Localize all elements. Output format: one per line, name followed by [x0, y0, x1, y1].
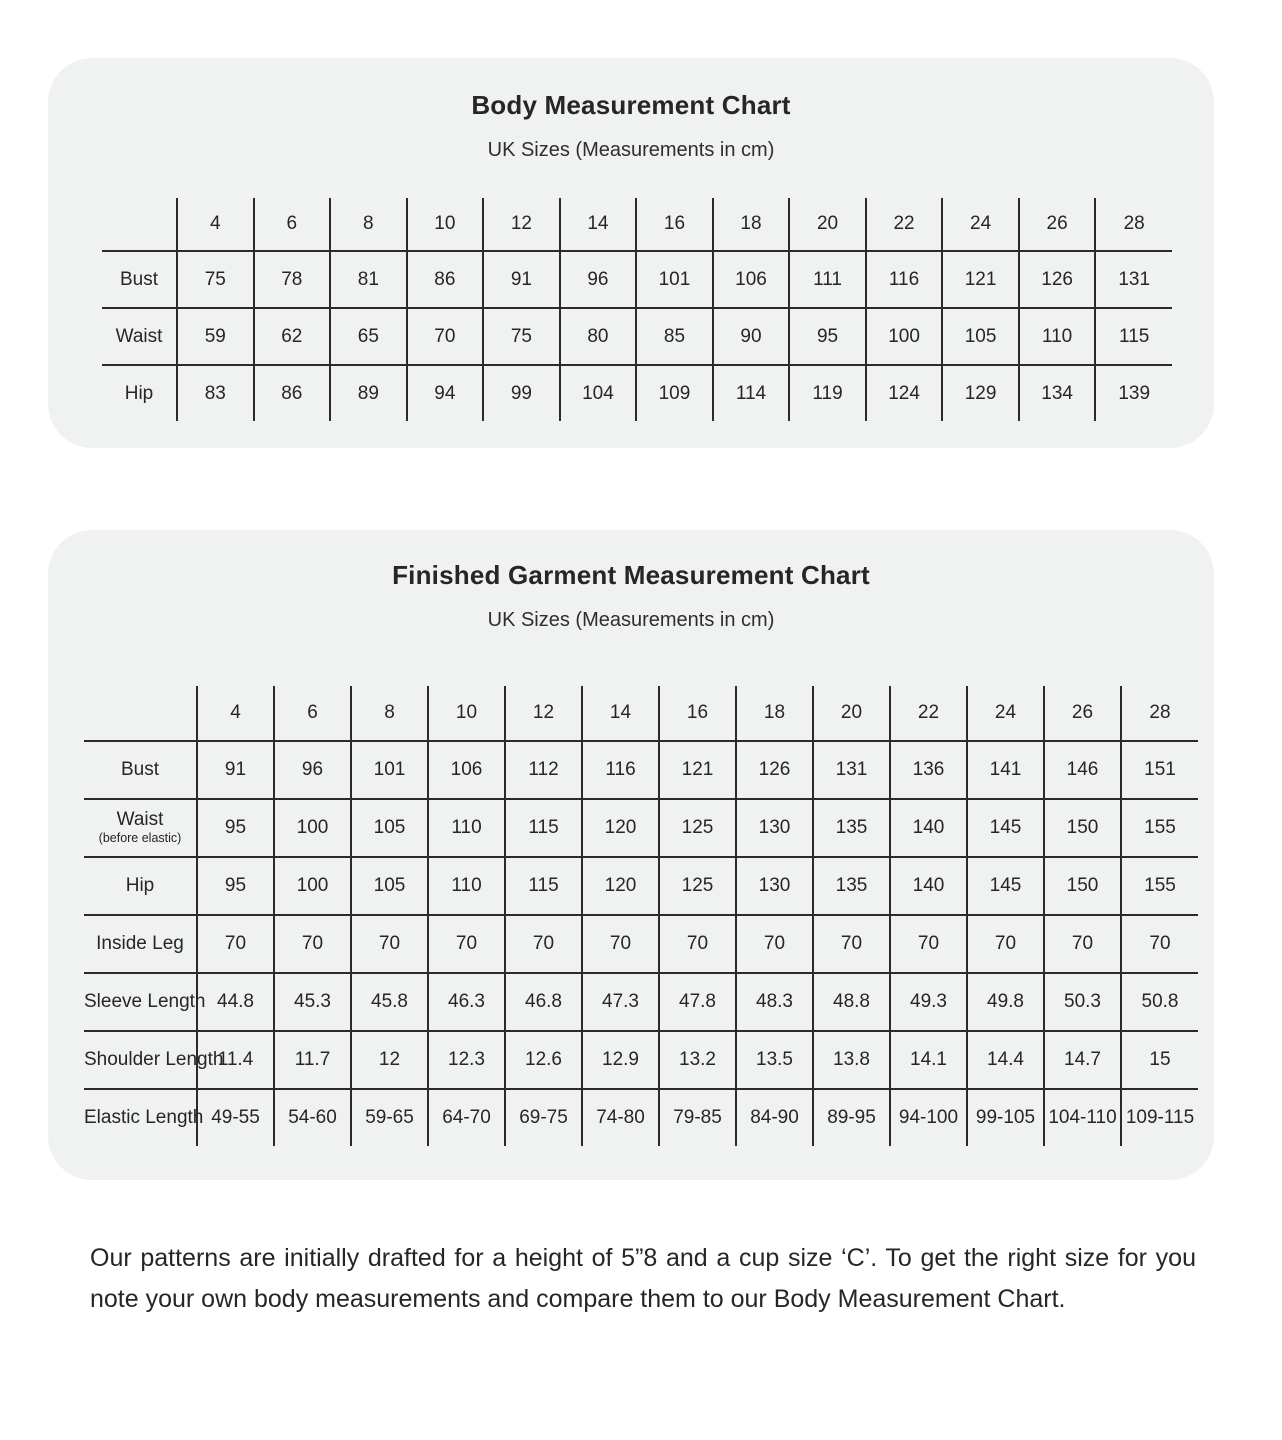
body-cell: 90: [713, 308, 790, 365]
garment-row-label-main: Sleeve Length: [84, 991, 206, 1013]
garment-cell: 70: [1044, 915, 1121, 973]
garment-cell: 120: [582, 799, 659, 857]
garment-table-head: [84, 686, 1198, 741]
garment-row-label-main: Bust: [120, 759, 160, 781]
garment-cell: 13.5: [736, 1031, 813, 1089]
garment-cell: 105: [351, 857, 428, 915]
garment-cell: 125: [659, 799, 736, 857]
garment-table-corner: [84, 686, 197, 741]
garment-row-label: [84, 857, 197, 915]
garment-cell: 155: [1121, 857, 1198, 915]
body-cell: 115: [1095, 308, 1172, 365]
garment-cell: 151: [1121, 741, 1198, 799]
body-cell: 86: [254, 365, 331, 421]
garment-cell: 95: [197, 799, 274, 857]
garment-size-header: 18: [736, 686, 813, 741]
garment-cell: 100: [274, 799, 351, 857]
garment-cell: 48.8: [813, 973, 890, 1031]
garment-cell: 47.3: [582, 973, 659, 1031]
garment-row-label: [84, 799, 197, 857]
garment-row-label-main: Hip: [125, 875, 155, 897]
garment-cell: 70: [582, 915, 659, 973]
garment-cell: 109-115: [1121, 1089, 1198, 1146]
garment-row-label: [84, 1031, 224, 1089]
garment-cell: 135: [813, 857, 890, 915]
garment-row-label-sub: (before elastic): [98, 830, 182, 845]
garment-cell: 145: [967, 799, 1044, 857]
body-cell: 96: [560, 251, 637, 308]
body-table-corner: [102, 198, 177, 251]
garment-cell: 126: [736, 741, 813, 799]
garment-cell: 74-80: [582, 1089, 659, 1146]
garment-cell: 70: [351, 915, 428, 973]
garment-size-header: 24: [967, 686, 1044, 741]
garment-cell: 116: [582, 741, 659, 799]
body-cell: 119: [789, 365, 866, 421]
table-row: [102, 251, 1172, 308]
garment-cell: 120: [582, 857, 659, 915]
garment-cell: 136: [890, 741, 967, 799]
body-cell: 126: [1019, 251, 1096, 308]
garment-cell: 69-75: [505, 1089, 582, 1146]
body-cell: 104: [560, 365, 637, 421]
garment-cell: 47.8: [659, 973, 736, 1031]
garment-cell: 49-55: [197, 1089, 274, 1146]
garment-size-header: 12: [505, 686, 582, 741]
garment-cell: 48.3: [736, 973, 813, 1031]
body-cell: 124: [866, 365, 943, 421]
body-cell: 70: [407, 308, 484, 365]
garment-size-header: 6: [274, 686, 351, 741]
garment-cell: 70: [428, 915, 505, 973]
garment-cell: 106: [428, 741, 505, 799]
garment-row-label-main: Elastic Length: [84, 1107, 204, 1129]
garment-cell: 96: [274, 741, 351, 799]
garment-cell: 11.4: [197, 1031, 274, 1089]
body-cell: 131: [1095, 251, 1172, 308]
garment-cell: 59-65: [351, 1089, 428, 1146]
garment-size-header: 10: [428, 686, 505, 741]
body-size-header: 16: [636, 198, 713, 251]
garment-cell: 70: [813, 915, 890, 973]
garment-cell: 70: [274, 915, 351, 973]
garment-row-label: [84, 741, 197, 799]
garment-cell: 94-100: [890, 1089, 967, 1146]
body-size-header: 26: [1019, 198, 1096, 251]
garment-cell: 84-90: [736, 1089, 813, 1146]
garment-cell: 14.1: [890, 1031, 967, 1089]
garment-cell: 131: [813, 741, 890, 799]
table-row: [84, 741, 1198, 799]
body-measurement-table: [102, 198, 1172, 421]
garment-cell: 140: [890, 799, 967, 857]
body-cell: 100: [866, 308, 943, 365]
sizing-note: Our patterns are initially drafted for a height of 5”8 and a cup size ‘C’. To get the right size for you note your own body measurements and compare them to our Body Measurement Chart.: [90, 1244, 1196, 1313]
body-size-header: 18: [713, 198, 790, 251]
body-cell: 89: [330, 365, 407, 421]
body-size-header: 24: [942, 198, 1019, 251]
body-size-header: 12: [483, 198, 560, 251]
body-cell: 134: [1019, 365, 1096, 421]
body-cell: 105: [942, 308, 1019, 365]
garment-cell: 49.3: [890, 973, 967, 1031]
body-row-label-main: Bust: [119, 268, 159, 290]
garment-size-header: 26: [1044, 686, 1121, 741]
body-size-header: 22: [866, 198, 943, 251]
body-row-label: [102, 308, 177, 365]
garment-row-label-main: Waist: [116, 809, 164, 831]
table-row: [84, 915, 1198, 973]
body-cell: 62: [254, 308, 331, 365]
garment-size-header: 16: [659, 686, 736, 741]
garment-cell: 70: [1121, 915, 1198, 973]
body-cell: 139: [1095, 365, 1172, 421]
body-cell: 65: [330, 308, 407, 365]
body-row-label: [102, 365, 177, 421]
body-size-header: 6: [254, 198, 331, 251]
garment-cell: 99-105: [967, 1089, 1044, 1146]
table-row: [84, 1089, 1198, 1146]
garment-cell: 70: [967, 915, 1044, 973]
garment-row-label: [84, 973, 206, 1031]
body-cell: 95: [789, 308, 866, 365]
table-row: [102, 365, 1172, 421]
garment-cell: 46.8: [505, 973, 582, 1031]
table-row: [84, 799, 1198, 857]
body-row-label: [102, 251, 177, 308]
garment-cell: 54-60: [274, 1089, 351, 1146]
garment-size-header: 14: [582, 686, 659, 741]
table-row: [84, 857, 1198, 915]
garment-cell: 140: [890, 857, 967, 915]
garment-cell: 150: [1044, 857, 1121, 915]
body-cell: 114: [713, 365, 790, 421]
garment-cell: 70: [659, 915, 736, 973]
garment-cell: 12.6: [505, 1031, 582, 1089]
garment-size-header: 8: [351, 686, 428, 741]
body-table-header-row: [102, 198, 1172, 251]
garment-cell: 70: [197, 915, 274, 973]
garment-cell: 11.7: [274, 1031, 351, 1089]
body-cell: 85: [636, 308, 713, 365]
garment-cell: 14.7: [1044, 1031, 1121, 1089]
garment-cell: 12.9: [582, 1031, 659, 1089]
garment-cell: 89-95: [813, 1089, 890, 1146]
garment-row-label: [84, 1089, 204, 1146]
garment-cell: 146: [1044, 741, 1121, 799]
garment-cell: 135: [813, 799, 890, 857]
body-cell: 110: [1019, 308, 1096, 365]
garment-cell: 91: [197, 741, 274, 799]
garment-cell: 104-110: [1044, 1089, 1121, 1146]
garment-cell: 13.2: [659, 1031, 736, 1089]
garment-cell: 101: [351, 741, 428, 799]
body-chart-subtitle: UK Sizes (Measurements in cm): [487, 139, 775, 161]
garment-cell: 112: [505, 741, 582, 799]
garment-cell: 105: [351, 799, 428, 857]
garment-cell: 44.8: [197, 973, 274, 1031]
garment-size-header: 4: [197, 686, 274, 741]
garment-cell: 155: [1121, 799, 1198, 857]
garment-cell: 100: [274, 857, 351, 915]
body-size-header: 28: [1095, 198, 1172, 251]
garment-chart-title: Finished Garment Measurement Chart: [392, 560, 870, 590]
garment-cell: 125: [659, 857, 736, 915]
body-cell: 129: [942, 365, 1019, 421]
body-cell: 91: [483, 251, 560, 308]
garment-cell: 13.8: [813, 1031, 890, 1089]
body-cell: 78: [254, 251, 331, 308]
body-cell: 109: [636, 365, 713, 421]
garment-cell: 12: [351, 1031, 428, 1089]
body-cell: 111: [789, 251, 866, 308]
garment-cell: 49.8: [967, 973, 1044, 1031]
garment-cell: 79-85: [659, 1089, 736, 1146]
garment-cell: 110: [428, 857, 505, 915]
body-chart-title: Body Measurement Chart: [471, 90, 791, 120]
body-size-header: 4: [177, 198, 254, 251]
garment-cell: 150: [1044, 799, 1121, 857]
garment-cell: 130: [736, 799, 813, 857]
garment-cell: 141: [967, 741, 1044, 799]
body-table-body: [102, 251, 1172, 421]
body-cell: 86: [407, 251, 484, 308]
garment-cell: 145: [967, 857, 1044, 915]
table-row: [102, 308, 1172, 365]
table-row: [84, 1031, 1198, 1089]
garment-cell: 115: [505, 857, 582, 915]
table-row: [84, 973, 1198, 1031]
garment-cell: 12.3: [428, 1031, 505, 1089]
garment-cell: 70: [890, 915, 967, 973]
garment-measurement-table: [84, 686, 1198, 1146]
garment-cell: 70: [505, 915, 582, 973]
garment-cell: 15: [1121, 1031, 1198, 1089]
garment-cell: 70: [736, 915, 813, 973]
garment-cell: 95: [197, 857, 274, 915]
garment-table-body: [84, 741, 1198, 1146]
body-cell: 116: [866, 251, 943, 308]
body-row-label-main: Waist: [115, 325, 163, 347]
body-size-header: 8: [330, 198, 407, 251]
garment-cell: 110: [428, 799, 505, 857]
garment-size-header: 28: [1121, 686, 1198, 741]
garment-size-header: 20: [813, 686, 890, 741]
body-cell: 75: [483, 308, 560, 365]
body-cell: 121: [942, 251, 1019, 308]
body-size-header: 20: [789, 198, 866, 251]
garment-cell: 130: [736, 857, 813, 915]
body-cell: 75: [177, 251, 254, 308]
body-table-head: [102, 198, 1172, 251]
garment-row-label-main: Shoulder Length: [84, 1049, 224, 1071]
garment-table-header-row: [84, 686, 1198, 741]
garment-chart-subtitle: UK Sizes (Measurements in cm): [487, 609, 775, 631]
body-cell: 59: [177, 308, 254, 365]
garment-cell: 45.3: [274, 973, 351, 1031]
body-row-label-main: Hip: [124, 382, 154, 404]
body-cell: 83: [177, 365, 254, 421]
garment-cell: 50.8: [1121, 973, 1198, 1031]
body-size-header: 10: [407, 198, 484, 251]
body-cell: 94: [407, 365, 484, 421]
garment-cell: 121: [659, 741, 736, 799]
body-cell: 81: [330, 251, 407, 308]
garment-cell: 14.4: [967, 1031, 1044, 1089]
garment-size-header: 22: [890, 686, 967, 741]
body-cell: 80: [560, 308, 637, 365]
garment-cell: 115: [505, 799, 582, 857]
body-size-header: 14: [560, 198, 637, 251]
garment-row-label: [84, 915, 197, 973]
garment-cell: 64-70: [428, 1089, 505, 1146]
garment-row-label-main: Inside Leg: [96, 933, 184, 955]
body-cell: 101: [636, 251, 713, 308]
body-cell: 99: [483, 365, 560, 421]
body-cell: 106: [713, 251, 790, 308]
garment-cell: 50.3: [1044, 973, 1121, 1031]
garment-cell: 45.8: [351, 973, 428, 1031]
garment-cell: 46.3: [428, 973, 505, 1031]
